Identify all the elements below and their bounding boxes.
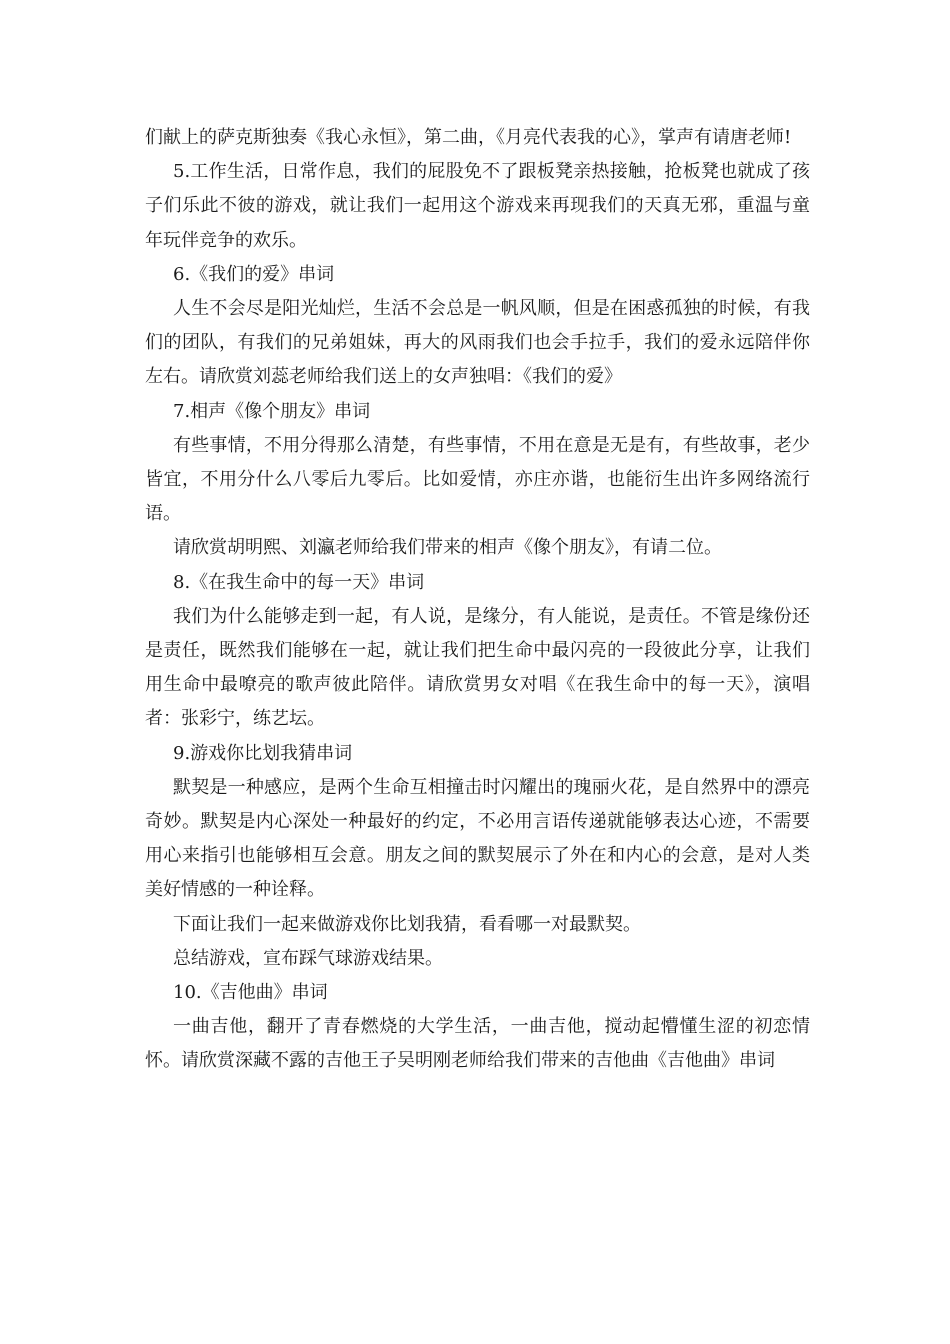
document-body	[145, 121, 810, 1079]
section-heading: 7.相声《像个朋友》串词	[173, 400, 371, 422]
paragraph: 5.工作生活，日常作息，我们的屁股免不了跟板凳亲热接触，抢板凳也就成了孩子们乐此不彼的游戏，就让我们一起用这个游戏来再现我们的天真无邪，重温与童年玩伴竞争的欢乐。	[145, 161, 810, 251]
section-heading: 9.游戏你比划我猜串词	[173, 742, 353, 764]
paragraph: 请欣赏胡明熙、刘瀛老师给我们带来的相声《像个朋友》，有请二位。	[173, 537, 722, 559]
paragraph: 我们为什么能够走到一起，有人说，是缘分，有人能说，是责任。不管是缘份还是责任，既然我们能够在一起，就让我们把生命中最闪亮的一段彼此分享，让我们用生命中最嘹亮的歌声彼此陪伴。请欣赏男女对唱《在我生命中的每一天》，演唱者：张彩宁，练艺坛。	[145, 605, 810, 730]
paragraph: 们献上的萨克斯独奏《我心永恒》，第二曲，《月亮代表我的心》，掌声有请唐老师!	[145, 127, 792, 148]
paragraph: 默契是一种感应，是两个生命互相撞击时闪耀出的瑰丽火花，是自然界中的漂亮奇妙。默契是内心深处一种最好的约定，不必用言语传递就能够表达心迹，不需要用心来指引也能够相互会意。朋友之间的默契展示了外在和内心的会意，是对人类美好情感的一种诠释。	[145, 776, 810, 901]
section-heading: 6.《我们的爱》串词	[173, 263, 335, 285]
paragraph: 下面让我们一起来做游戏你比划我猜，看看哪一对最默契。	[173, 913, 641, 935]
section-heading: 10.《吉他曲》串词	[173, 982, 328, 1004]
paragraph: 人生不会尽是阳光灿烂，生活不会总是一帆风顺，但是在困惑孤独的时候，有我们的团队，有我们的兄弟姐妹，再大的风雨我们也会手拉手，我们的爱永远陪伴你左右。请欣赏刘蕊老师给我们送上的女声独唱：《我们的爱》	[145, 298, 810, 388]
paragraph: 总结游戏，宣布踩气球游戏结果。	[173, 947, 443, 969]
paragraph: 有些事情，不用分得那么清楚，有些事情，不用在意是无是有，有些故事，老少皆宜，不用分什么八零后九零后。比如爱情，亦庄亦谐，也能衍生出许多网络流行语。	[145, 434, 810, 525]
paragraph: 一曲吉他，翻开了青春燃烧的大学生活，一曲吉他，搅动起懵懂生涩的初恋情怀。请欣赏深藏不露的吉他王子吴明刚老师给我们带来的吉他曲《吉他曲》串词	[145, 1016, 810, 1072]
section-heading: 8.《在我生命中的每一天》串词	[173, 571, 425, 593]
